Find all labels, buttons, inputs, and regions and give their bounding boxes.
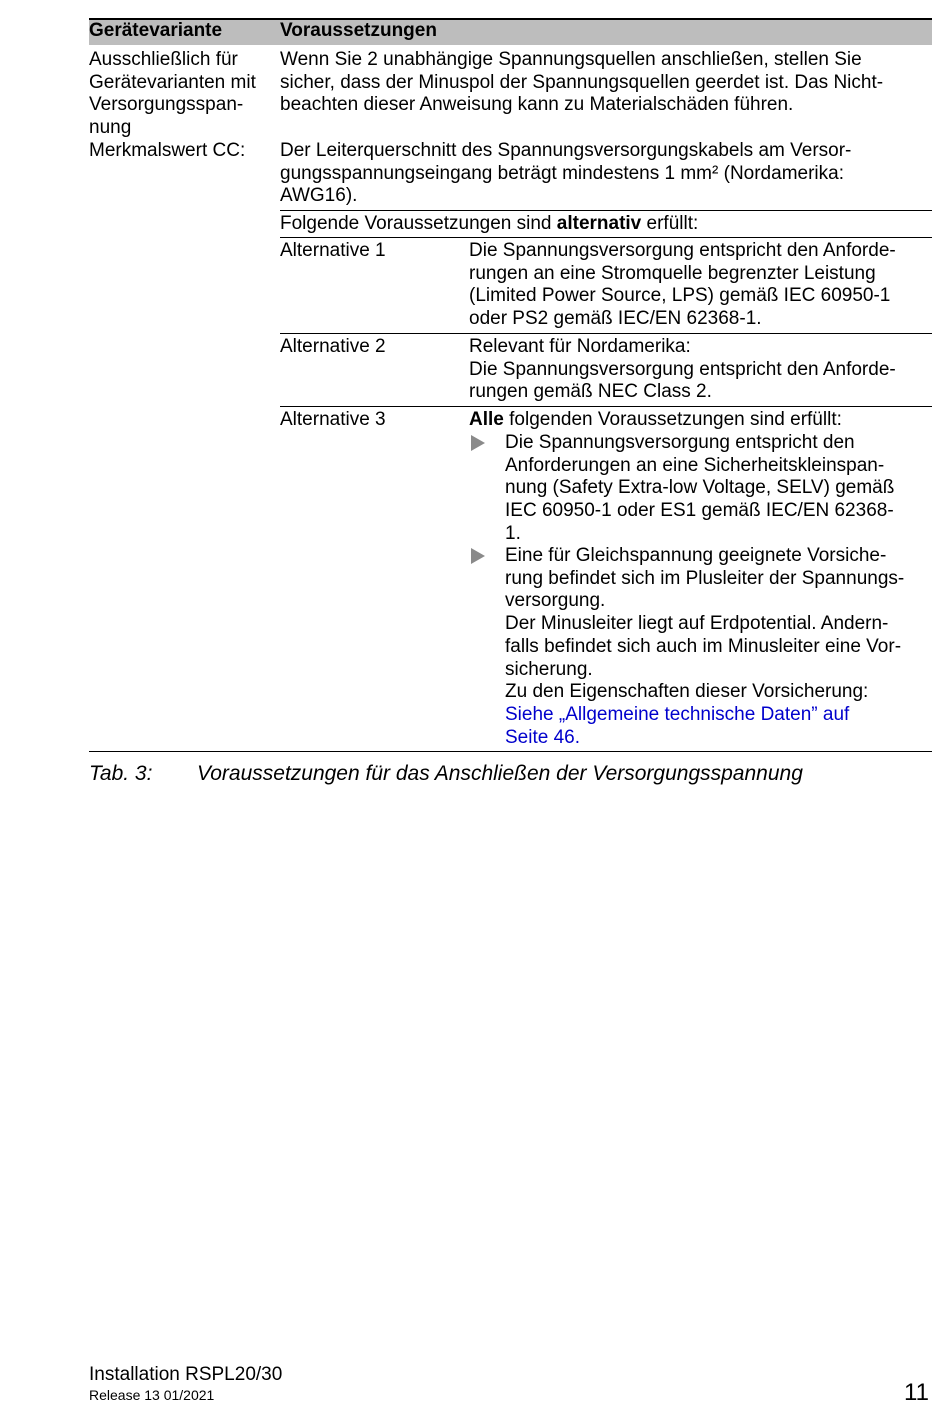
paragraph-line: gungsspannungseingang beträgt mindestens 1 mm² (Nordamerika: <box>280 162 844 184</box>
divider <box>280 237 932 238</box>
bullet-selv: Die Spannungsversorgung entspricht den Anforderungen an eine Sicherheitskleinspan- nung (Safety Extra-low Voltage, SELV) gemäß IEC 60950-1 oder ES1 gemäß IEC/EN 62368- 1. <box>505 432 895 544</box>
triangle-right-icon <box>471 548 485 564</box>
paragraph-line: AWG16). <box>280 185 358 207</box>
alternative-2-text: Relevant für Nordamerika: Die Spannungsversorgung entspricht den Anforde- rungen gemäß NEC Class 2. <box>469 336 896 403</box>
variant-line: Gerätevarianten mit <box>89 71 256 93</box>
technical-data-link[interactable]: Siehe „Allgemeine technische Daten” auf Seite 46. <box>505 703 850 748</box>
warning-paragraph <box>280 49 883 117</box>
paragraph-line: Wenn Sie 2 unabhängige Spannungsquellen anschließen, stellen Sie <box>280 49 862 70</box>
bullet-fuse: Eine für Gleichspannung geeignete Vorsiche- rung befindet sich im Plusleiter der Spannungs- versorgung. Der Minusleiter liegt auf Erdpotential. Andern- falls befindet sich auch im Minusleiter eine Vor- sicherung. Zu den Eigenschaften dieser Vorsicherung: Siehe „Allgemeine technische Daten” auf Seite 46. <box>505 545 905 748</box>
variant-line: nung <box>89 117 132 139</box>
table-caption-label: Tab. 3: <box>89 762 153 785</box>
paragraph-line: Der Leiterquerschnitt des Spannungsversorgungskabels am Versor- <box>280 140 852 161</box>
alternative-3-intro: Alle folgenden Voraussetzungen sind erfüllt: <box>469 409 842 430</box>
alternatives-intro: Folgende Voraussetzungen sind alternativ erfüllt: <box>280 213 699 234</box>
footer-title: Installation RSPL20/30 <box>89 1364 283 1385</box>
alternative-1-text: Die Spannungsversorgung entspricht den Anforde- rungen an eine Stromquelle begrenzter Leistung (Limited Power Source, LPS) gemäß IEC 60950-1 oder PS2 gemäß IEC/EN 62368-1. <box>469 240 896 330</box>
page-number: 11 <box>904 1379 929 1406</box>
divider <box>280 333 932 334</box>
divider <box>280 210 932 211</box>
alternative-1-label: Alternative 1 <box>280 240 386 261</box>
alternative-3-label: Alternative 3 <box>280 409 386 430</box>
table-caption-text: Voraussetzungen für das Anschließen der Versorgungsspannung <box>197 762 803 785</box>
variant-line: Merkmalswert CC: <box>89 139 246 161</box>
triangle-right-icon <box>471 435 485 451</box>
header-voraussetzungen: Voraussetzungen <box>280 20 437 41</box>
variant-cell <box>89 49 256 163</box>
cable-paragraph <box>280 140 851 208</box>
header-geraetevariante: Gerätevariante <box>89 20 223 41</box>
variant-line: Versorgungsspan- <box>89 94 244 116</box>
paragraph-line: beachten dieser Anweisung kann zu Materialschäden führen. <box>280 94 794 116</box>
footer-release: Release 13 01/2021 <box>89 1387 215 1403</box>
table-bottom-rule <box>89 751 932 752</box>
divider <box>280 406 932 407</box>
paragraph-line: sicher, dass der Minuspol der Spannungsquellen geerdet ist. Das Nicht- <box>280 71 884 93</box>
variant-line: Ausschließlich für <box>89 49 238 70</box>
alternative-2-label: Alternative 2 <box>280 336 386 357</box>
